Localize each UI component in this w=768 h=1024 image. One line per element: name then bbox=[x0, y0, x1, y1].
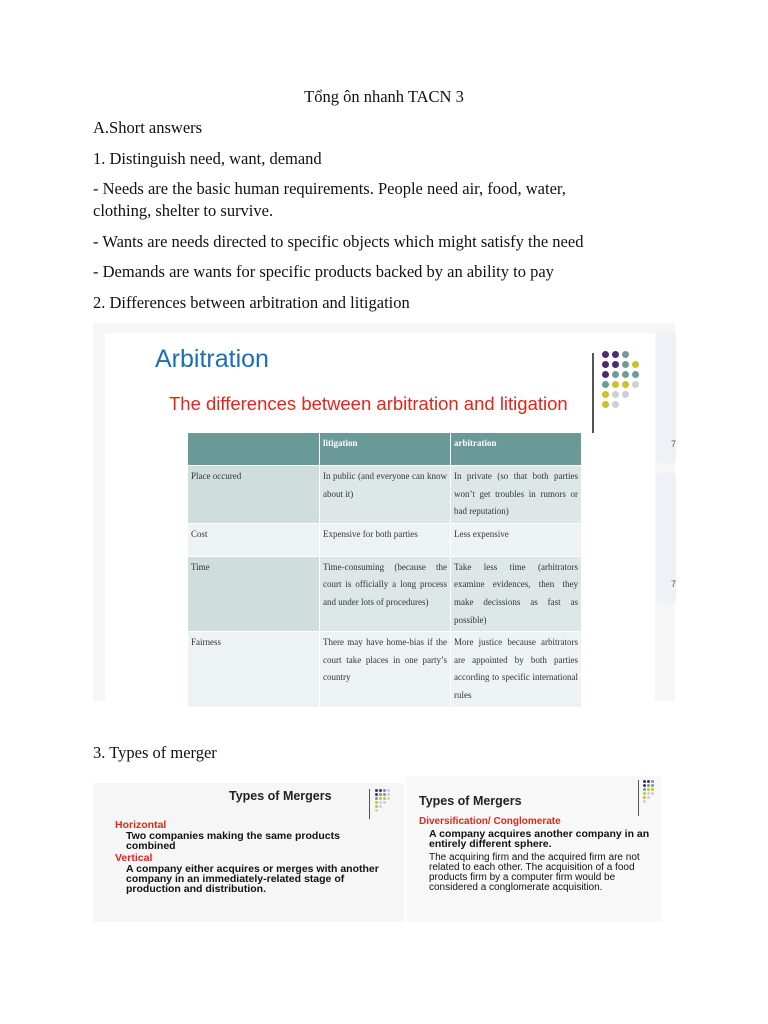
slide-divider bbox=[638, 780, 639, 816]
needs-text-line2: clothing, shelter to survive. bbox=[93, 201, 274, 220]
diversification-text: A company acquires another company in an entirely different sphere. bbox=[429, 828, 650, 850]
vertical-text: A company either acquires or merges with another company in an immediately-related stage of production and distribution. bbox=[126, 863, 379, 895]
table-cell: Expensive for both parties bbox=[320, 523, 451, 556]
table-header-row bbox=[188, 433, 582, 466]
needs-text-line1: - Needs are the basic human requirements. People need air, food, water, bbox=[93, 179, 566, 198]
table-header: litigation bbox=[320, 433, 451, 466]
slide-subtitle: The differences between arbitration and litigation bbox=[169, 393, 568, 414]
table-cell: Take less time (arbitrators examine evidences, then they make decissions as fast as possible) bbox=[451, 556, 582, 631]
table-cell: In public (and everyone can know about it) bbox=[320, 466, 451, 524]
decorative-dots-icon bbox=[643, 780, 662, 803]
side-number: 7 bbox=[671, 439, 677, 449]
horizontal-label: Horizontal bbox=[115, 819, 167, 831]
arbitration-slide-image bbox=[93, 323, 675, 701]
slide-title: Arbitration bbox=[155, 345, 269, 373]
question-1: 1. Distinguish need, want, demand bbox=[93, 149, 322, 168]
table-row bbox=[188, 632, 582, 707]
table-header bbox=[188, 433, 320, 466]
table-header: arbitration bbox=[451, 433, 582, 466]
decorative-dots-icon bbox=[375, 789, 394, 812]
slide-title: Types of Mergers bbox=[419, 794, 522, 808]
section-heading: A.Short answers bbox=[93, 118, 203, 137]
table-cell: Place occured bbox=[188, 466, 320, 524]
diversification-label: Diversification/ Conglomerate bbox=[419, 816, 561, 827]
horizontal-text: Two companies making the same products combined bbox=[126, 830, 340, 852]
table-cell: Fairness bbox=[188, 632, 320, 707]
vertical-label: Vertical bbox=[115, 852, 153, 864]
document-title: Tổng ôn nhanh TACN 3 bbox=[304, 87, 464, 106]
table-cell: Time-consuming (because the court is officially a long process and under lots of procedures) bbox=[320, 556, 451, 631]
comparison-table bbox=[187, 432, 582, 708]
wants-text: - Wants are needs directed to specific objects which might satisfy the need bbox=[93, 232, 584, 251]
table-cell: Cost bbox=[188, 523, 320, 556]
decorative-dots-icon bbox=[602, 351, 650, 409]
table-cell: There may have home-bias if the court take places in one party’s country bbox=[320, 632, 451, 707]
slide-divider bbox=[592, 353, 594, 433]
question-3: 3. Types of merger bbox=[93, 743, 217, 762]
demands-text: - Demands are wants for specific products backed by an ability to pay bbox=[93, 262, 554, 281]
slide-divider bbox=[369, 789, 370, 819]
example-text: The acquiring firm and the acquired firm are not related to each other. The acquisition of a food products firm by a computer firm would be considered a conglomerate acquisition. bbox=[429, 852, 640, 893]
table-cell: In private (so that both parties won’t get troubles in rumors or bad reputation) bbox=[451, 466, 582, 524]
slide-title: Types of Mergers bbox=[229, 789, 332, 803]
table-cell: Time bbox=[188, 556, 320, 631]
side-number: 7 bbox=[671, 579, 677, 589]
table-cell: More justice because arbitrators are appointed by both parties according to specific international rules bbox=[451, 632, 582, 707]
table-cell: Less expensive bbox=[451, 523, 582, 556]
table-row bbox=[188, 556, 582, 631]
mergers-slide-1-image bbox=[93, 783, 404, 922]
slide-panel bbox=[105, 333, 655, 701]
mergers-slide-2-image bbox=[406, 776, 662, 922]
question-2: 2. Differences between arbitration and litigation bbox=[93, 293, 410, 312]
table-row bbox=[188, 466, 582, 524]
table-row bbox=[188, 523, 582, 556]
